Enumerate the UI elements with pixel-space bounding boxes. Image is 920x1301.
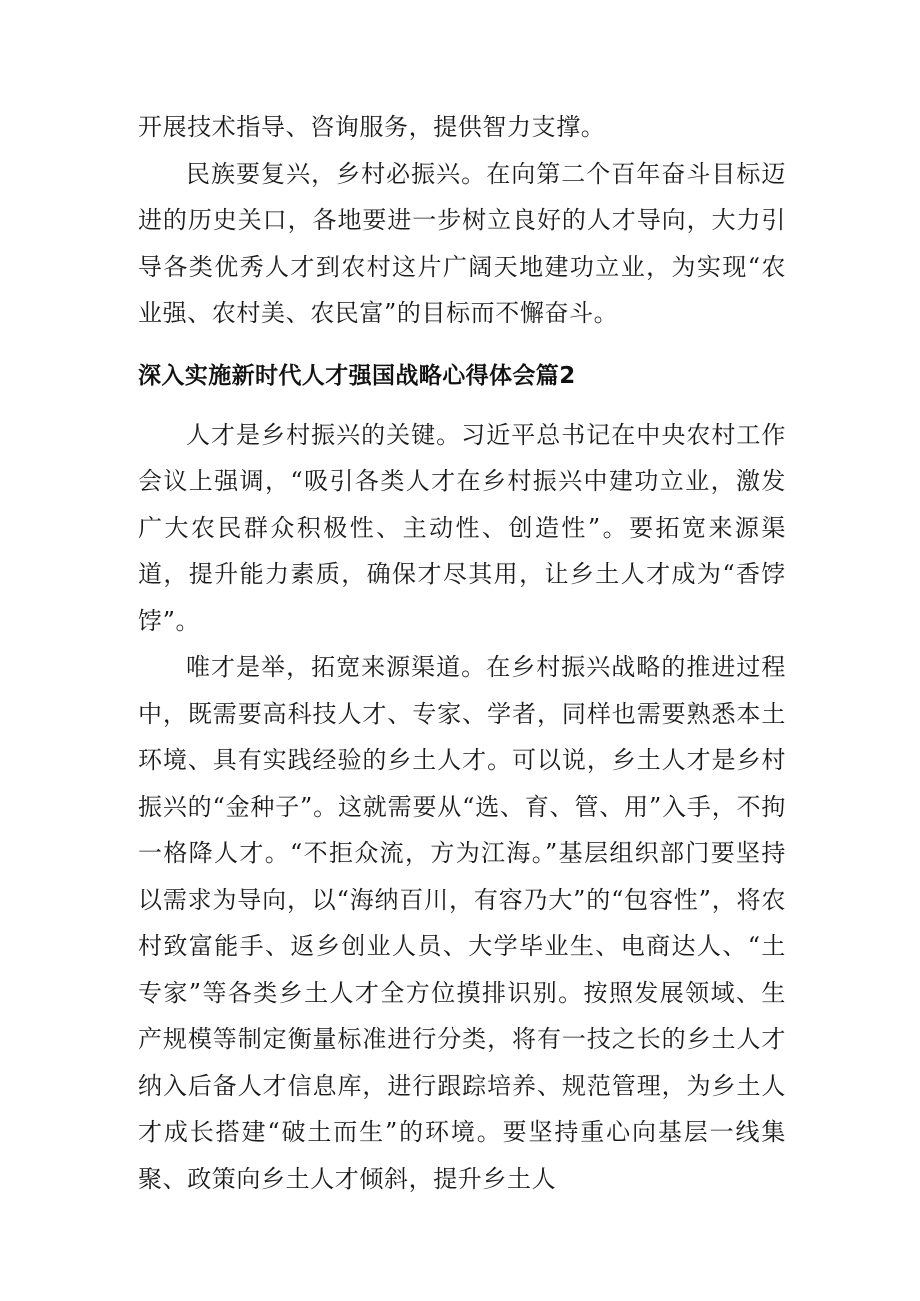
paragraph-continued: 开展技术指导、咨询服务，提供智力支撑。	[138, 113, 606, 141]
paragraph-merit-selection: 唯才是举，拓宽来源渠道。在乡村振兴战略的推进过程中，既需要高科技人才、专家、学者，同样也需要熟悉本土环境、具有实践经验的乡土人才。可以说，乡土人才是乡村振兴的“金种子”。这就需要从“选、育、管、用”入手，不拘一格降人才。“不拒众流，方为江海。”基层组织部门要坚持以需求为导向，以“海纳百川，有容乃大”的“包容性”，将农村致富能手、返乡创业人员、大学毕业生、电商达人、“土专家”等各类乡土人才全方位摸排识别。按照发展领域、生产规模等制定衡量标准进行分类，将有一技之长的乡土人才纳入后备人才信息库，进行跟踪培养、规范管理，为乡土人才成长搭建“破土而生”的环境。要坚持重心向基层一线集聚、政策向乡土人才倾斜，提升乡土人	[138, 653, 786, 1193]
paragraph-rural-revitalization: 民族要复兴，乡村必振兴。在向第二个百年奋斗目标迈进的历史关口，各地要进一步树立良好的人才导向，大力引导各类优秀人才到农村这片广阔天地建功立业，为实现“农业强、农村美、农民富”的目标而不懈奋斗。	[138, 159, 786, 327]
document-body	[138, 104, 786, 1202]
section-heading: 深入实施新时代人才强国战略心得体会篇2	[138, 362, 576, 389]
paragraph-talent-key: 人才是乡村振兴的关键。习近平总书记在中央农村工作会议上强调，“吸引各类人才在乡村振兴中建功立业，激发广大农民群众积极性、主动性、创造性”。要拓宽来源渠道，提升能力素质，确保才尽其用，让乡土人才成为“香饽饽”。	[138, 420, 786, 635]
